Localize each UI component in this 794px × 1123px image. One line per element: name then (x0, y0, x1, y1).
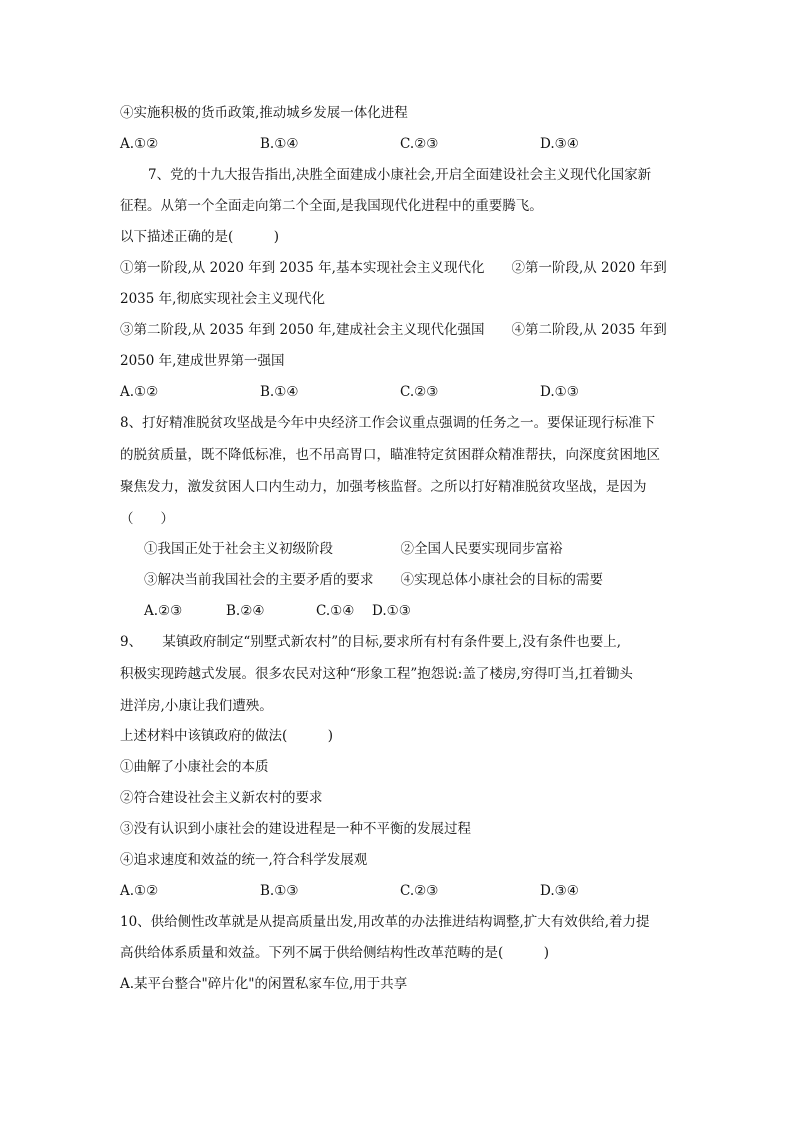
q7-prompt: 以下描述正确的是( ) (120, 229, 280, 245)
q6-option-b: B.①④ (260, 136, 299, 152)
q7-stem-line2: 征程。从第一个全面走向第二个全面,是我国现代化进程中的重要腾飞。 (120, 198, 543, 214)
q8-stem-line2: 的脱贫质量，既不降低标准，也不吊高胃口，瞄准特定贫困群众精准帮扶，向深度贫困地区 (120, 447, 660, 463)
q9-stem-line3: 进洋房,小康让我们遭殃。 (120, 698, 273, 714)
q7-option-a: A.①② (120, 384, 159, 400)
q9-stem-line1: 9、 某镇政府制定“别墅式新农村”的目标,要求所有村有条件要上,没有条件也要上, (120, 634, 622, 650)
q7-items-line2: 2035 年,彻底实现社会主义现代化 (120, 291, 325, 307)
q10-stem-line2: 高供给体系质量和效益。下列不属于供给侧结构性改革范畴的是( ) (120, 945, 550, 961)
q9-prompt: 上述材料中该镇政府的做法( ) (120, 728, 334, 744)
q7-items-line3: ③第二阶段,从 2035 年到 2050 年,建成社会主义现代化强国 ④第二阶段,从 2035 年到 (120, 322, 667, 338)
q10-stem-line1: 10、供给侧性改革就是从提高质量出发,用改革的办法推进结构调整,扩大有效供给,着力提 (120, 914, 650, 930)
q6-item-4: ④实施积极的货币政策,推动城乡发展一体化进程 (120, 105, 408, 121)
q6-option-d: D.③④ (540, 136, 579, 152)
q9-option-c: C.②③ (400, 883, 439, 899)
q7-option-d: D.①③ (540, 384, 579, 400)
q8-option-a: A.②③ (144, 603, 183, 619)
q8-items-line2: ③解决当前我国社会的主要矛盾的要求 ④实现总体小康社会的目标的需要 (144, 572, 603, 588)
q9-option-b: B.①③ (260, 883, 299, 899)
q7-option-c: C.②③ (400, 384, 439, 400)
q10-option-a: A.某平台整合"碎片化"的闲置私家车位,用于共享 (120, 976, 408, 992)
q8-option-d: D.①③ (372, 603, 411, 619)
q9-item-2: ②符合建设社会主义新农村的要求 (120, 790, 323, 806)
q7-option-b: B.①④ (260, 384, 299, 400)
q6-option-a: A.①② (120, 136, 159, 152)
q6-option-c: C.②③ (400, 136, 439, 152)
q9-item-3: ③没有认识到小康社会的建设进程是一种不平衡的发展过程 (120, 821, 471, 837)
q8-stem-line3: 聚焦发力，激发贫困人口内生动力，加强考核监督。之所以打好精准脱贫攻坚战，是因为 (120, 479, 647, 495)
q9-option-a: A.①② (120, 883, 159, 899)
q9-option-d: D.③④ (540, 883, 579, 899)
q9-item-1: ①曲解了小康社会的本质 (120, 759, 269, 775)
q9-item-4: ④追求速度和效益的统一,符合科学发展观 (120, 852, 368, 868)
q9-stem-line2: 积极实现跨越式发展。很多农民对这种“形象工程”抱怨说:盖了楼房,穷得叮当,扛着锄头 (120, 666, 633, 682)
q8-option-c: C.①④ (316, 603, 355, 619)
q8-items-line1: ①我国正处于社会主义初级阶段 ②全国人民要实现同步富裕 (144, 541, 563, 557)
q7-items-line1: ①第一阶段,从 2020 年到 2035 年,基本实现社会主义现代化 ②第一阶段,从 2020 年到 (120, 260, 667, 276)
q8-option-b: B.②④ (226, 603, 265, 619)
q7-items-line4: 2050 年,建成世界第一强国 (120, 353, 285, 369)
q8-stem-line1: 8、打好精准脱贫攻坚战是今年中央经济工作会议重点强调的任务之一。要保证现行标准下 (120, 415, 656, 431)
q7-stem-line1: 7、党的十九大报告指出,决胜全面建成小康社会,开启全面建设社会主义现代化国家新 (148, 167, 652, 183)
q8-stem-line4: （ ） (120, 511, 174, 527)
